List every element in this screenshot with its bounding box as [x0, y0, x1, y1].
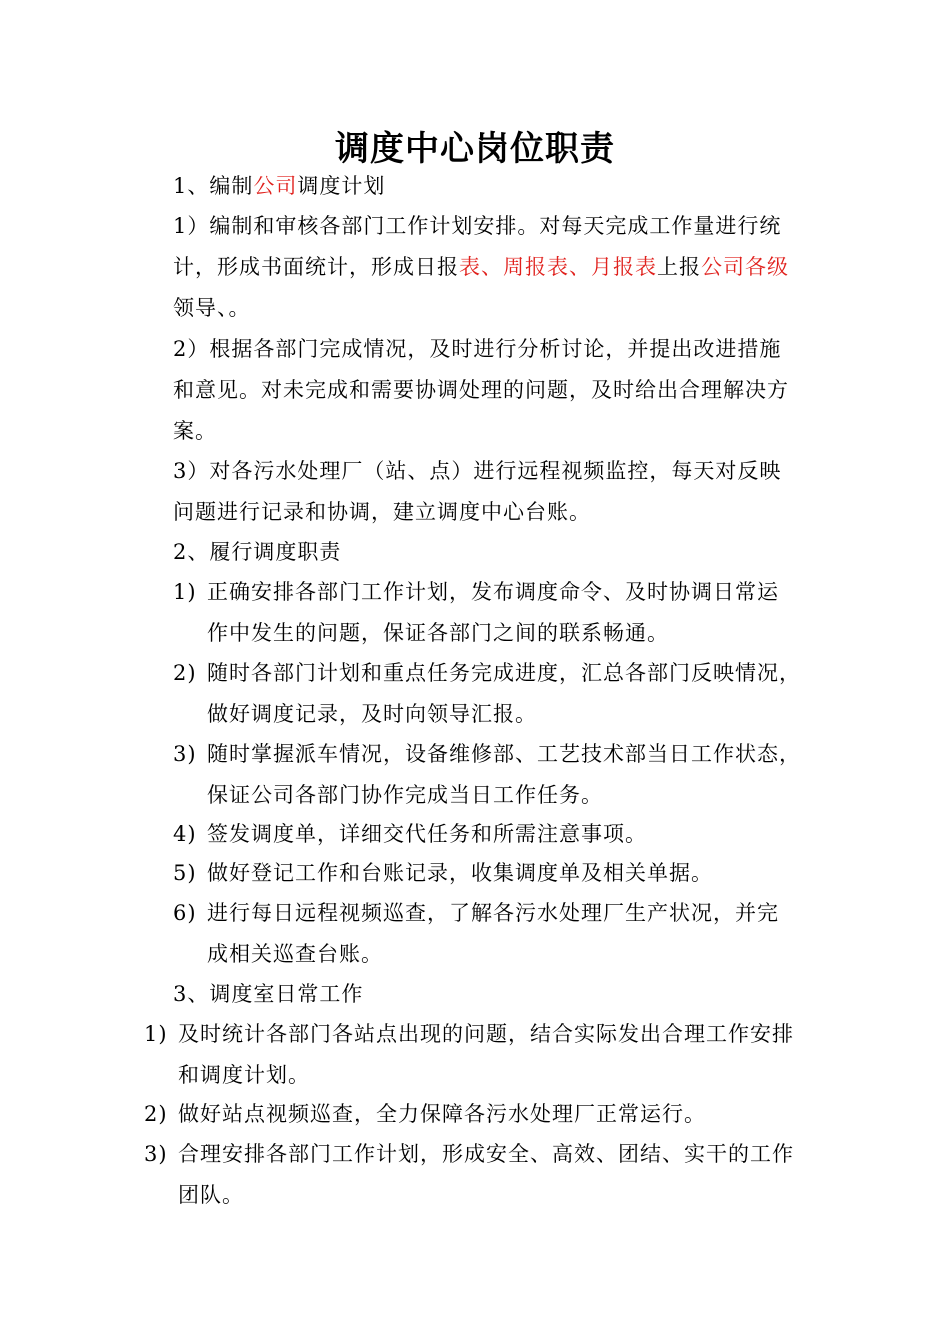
- s2-item-1-line1: [173, 578, 779, 606]
- s3-item-3-line1: [144, 1140, 794, 1168]
- s3-item-1-line2: 和调度计划。: [178, 1063, 310, 1087]
- list-item-text: 随时掌握派车情况，设备维修部、工艺技术部当日工作状态，: [207, 742, 801, 766]
- s2-item-4: [173, 820, 647, 848]
- s1-p2-line1: 2）根据各部门完成情况，及时进行分析讨论，并提出改进措施: [173, 337, 782, 361]
- s3-item-3-line2: 团队。: [178, 1183, 244, 1207]
- list-item-text: 做好登记工作和台账记录，收集调度单及相关单据。: [207, 861, 713, 885]
- list-item-text: 合理安排各部门工作计划，形成安全、高效、团结、实干的工作: [178, 1142, 794, 1166]
- page-title: 调度中心岗位职责: [335, 129, 615, 169]
- s1-p2-line3: 案。: [173, 419, 217, 443]
- section-1-heading: [173, 172, 385, 200]
- s2-item-2-line1: [173, 659, 801, 687]
- list-number: 3): [144, 1142, 168, 1166]
- list-number: 2): [144, 1102, 168, 1126]
- list-item-text: 做好站点视频巡查，全力保障各污水处理厂正常运行。: [178, 1102, 706, 1126]
- list-item-text: 进行每日远程视频巡查，了解各污水处理厂生产状况，并完: [207, 901, 779, 925]
- s1-p1-line2: [173, 253, 789, 281]
- s2-item-5: [173, 859, 713, 887]
- s2-item-3-line1: [173, 740, 801, 768]
- s3-item-1-line1: [144, 1020, 794, 1048]
- s2-item-2-line2: 做好调度记录，及时向领导汇报。: [207, 702, 537, 726]
- s1-p1-line1: 1）编制和审核各部门工作计划安排。对每天完成工作量进行统: [173, 214, 782, 238]
- s1-p1-line2-a: 计，形成书面统计，形成日报: [173, 255, 459, 279]
- list-number: 4): [173, 822, 197, 846]
- section-1-heading-red: 公司: [253, 174, 298, 198]
- section-1-heading-post: 调度计划: [297, 174, 386, 198]
- list-number: 3): [173, 742, 197, 766]
- list-item-text: 随时各部门计划和重点任务完成进度，汇总各部门反映情况，: [207, 661, 801, 685]
- section-1-heading-pre: 1、编制: [173, 174, 254, 198]
- section-2-heading: 2、履行调度职责: [173, 540, 342, 564]
- list-number: 6): [173, 901, 197, 925]
- s1-p2-line2: 和意见。对未完成和需要协调处理的问题，及时给出合理解决方: [173, 378, 789, 402]
- s1-p3-line1: 3）对各污水处理厂（站、点）进行远程视频监控，每天对反映: [173, 459, 782, 483]
- list-number: 2): [173, 661, 197, 685]
- s1-p1-line2-c: 上报: [657, 255, 701, 279]
- s1-p1-line2-b: 表、周报表、月报表: [459, 255, 657, 279]
- section-3-heading: 3、调度室日常工作: [173, 982, 364, 1006]
- list-number: 5): [173, 861, 197, 885]
- s1-p1-line3: 领导、。: [173, 296, 251, 320]
- list-item-text: 正确安排各部门工作计划，发布调度命令、及时协调日常运: [207, 580, 779, 604]
- list-item-text: 签发调度单，详细交代任务和所需注意事项。: [207, 822, 647, 846]
- s1-p3-line2: 问题进行记录和协调，建立调度中心台账。: [173, 500, 591, 524]
- s2-item-1-line2: 作中发生的问题，保证各部门之间的联系畅通。: [207, 621, 669, 645]
- list-number: 1): [144, 1022, 168, 1046]
- s2-item-3-line2: 保证公司各部门协作完成当日工作任务。: [207, 783, 603, 807]
- s2-item-6-line1: [173, 899, 779, 927]
- s1-p1-line2-d: 公司各级: [701, 255, 789, 279]
- s3-item-2: [144, 1100, 706, 1128]
- list-item-text: 及时统计各部门各站点出现的问题，结合实际发出合理工作安排: [178, 1022, 794, 1046]
- list-number: 1): [173, 580, 197, 604]
- s2-item-6-line2: 成相关巡查台账。: [207, 942, 383, 966]
